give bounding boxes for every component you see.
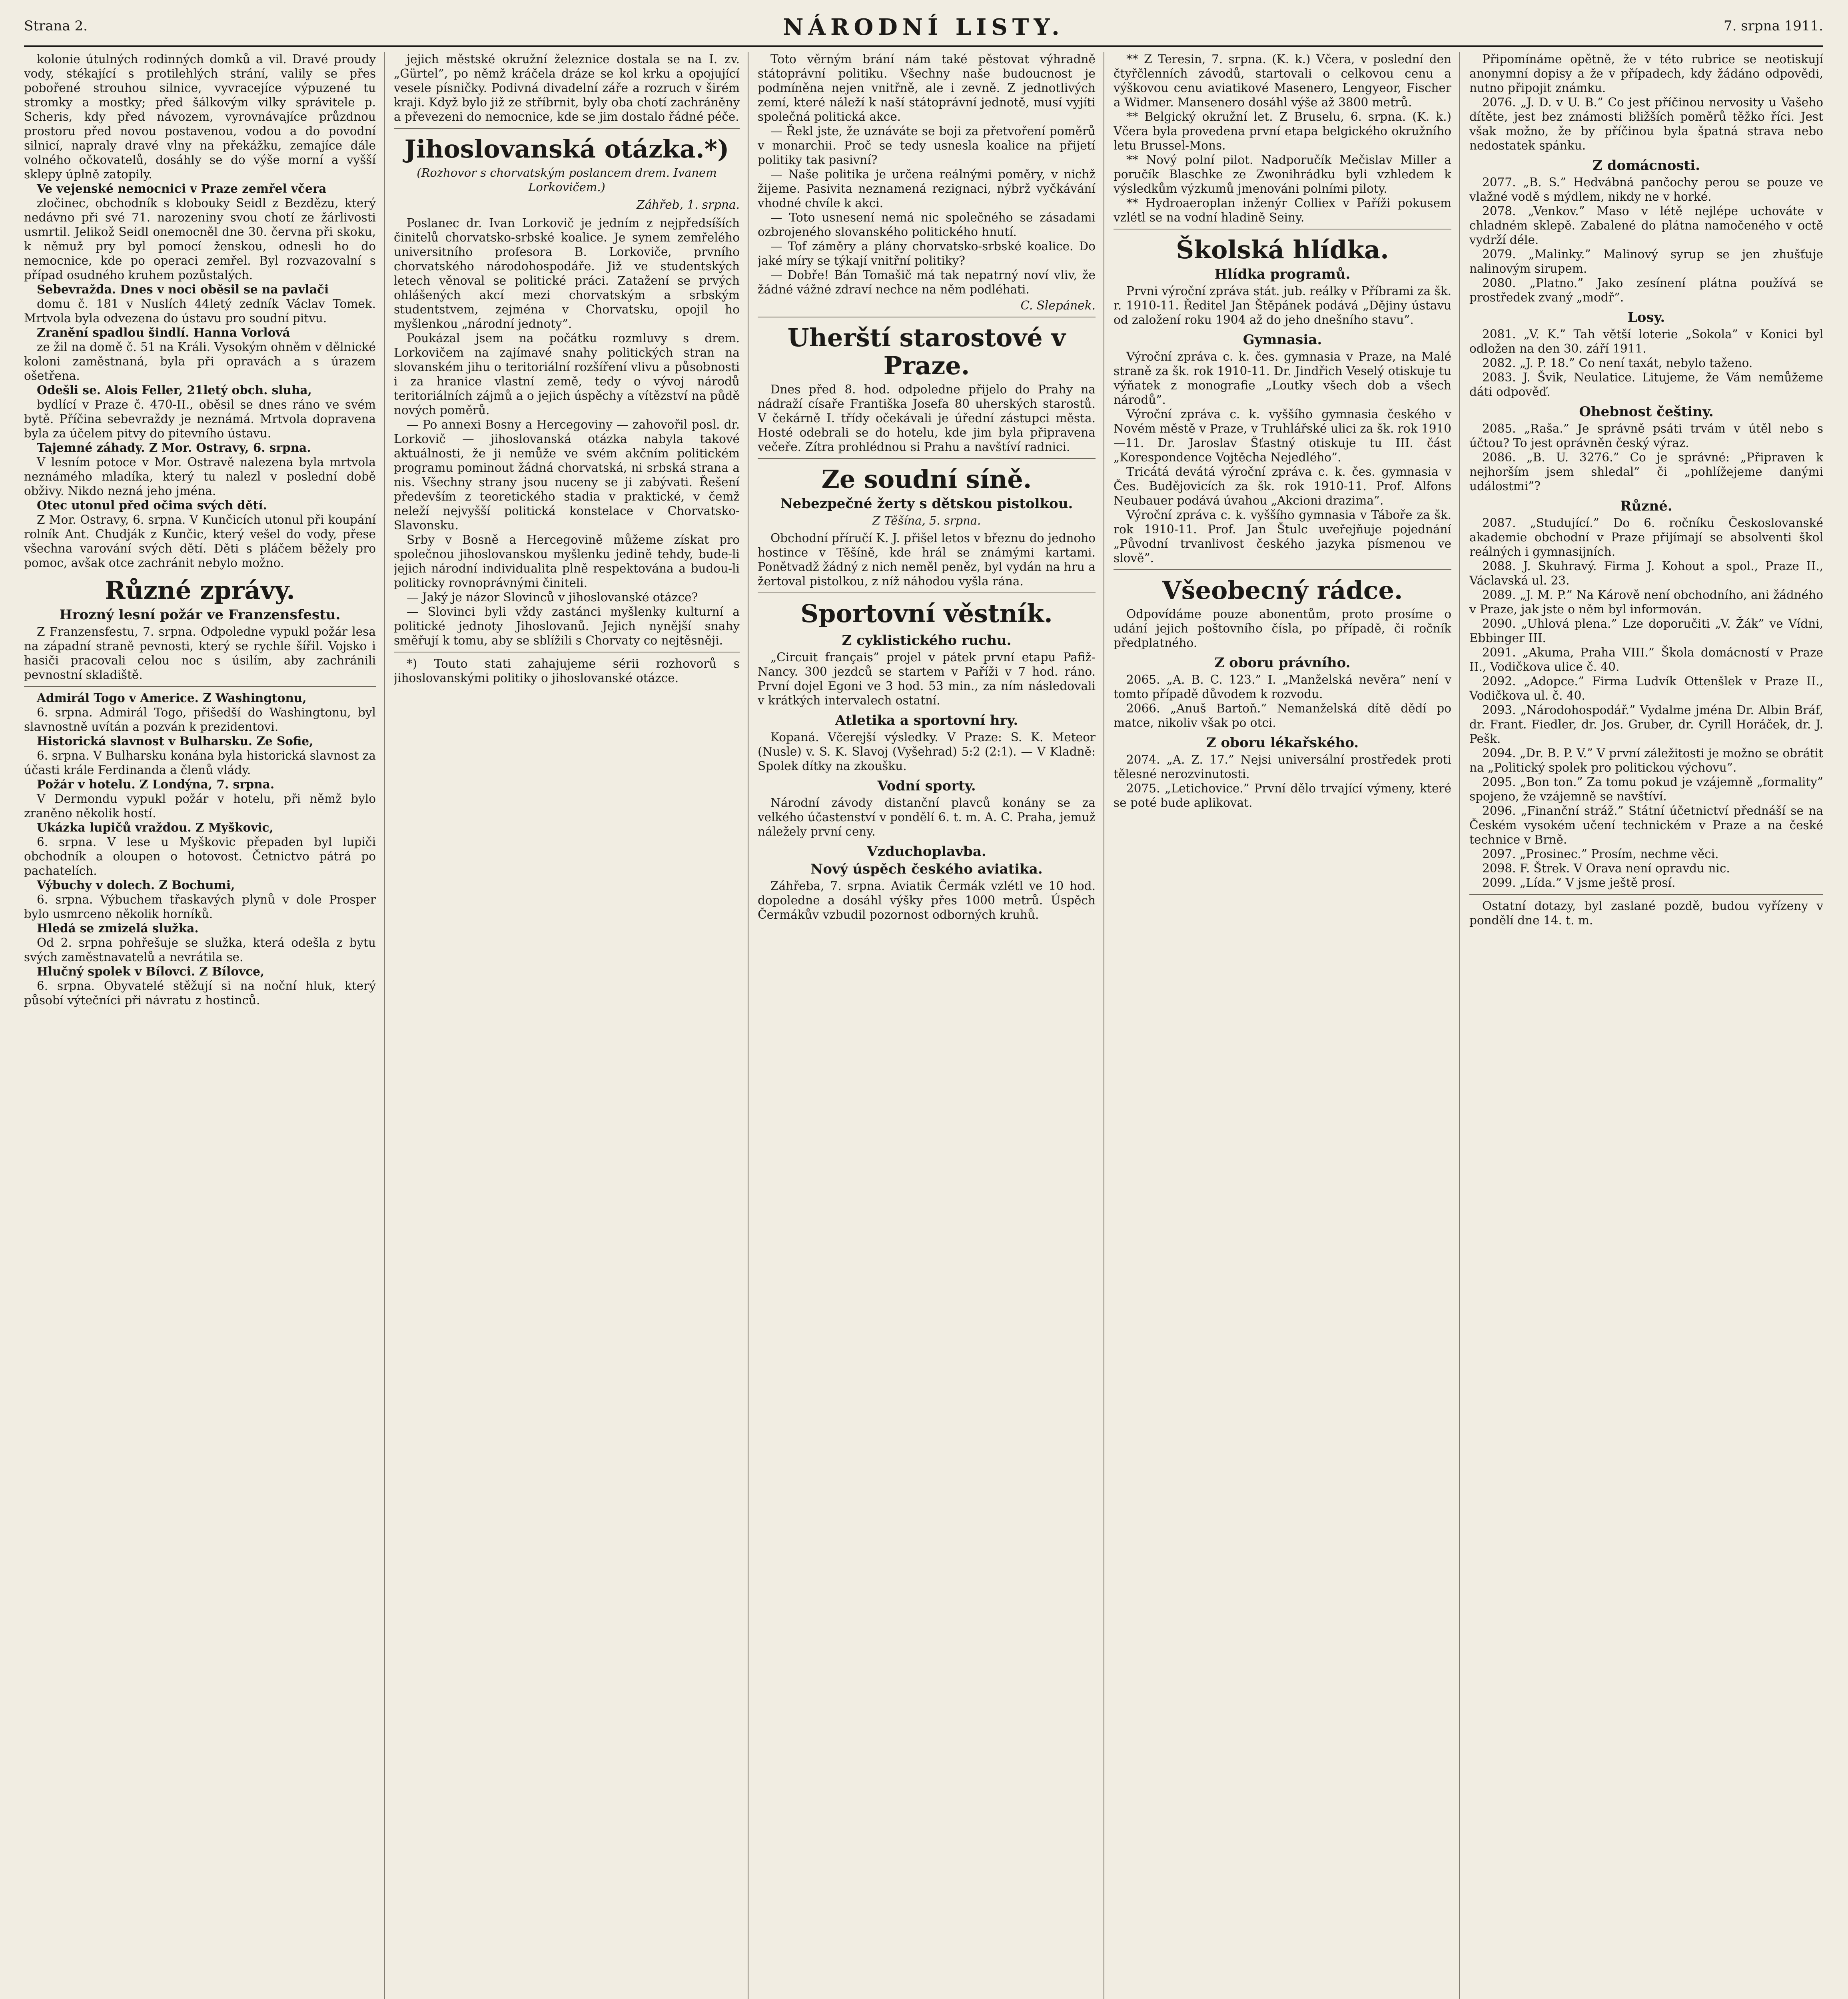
news-heading: Sebevražda. Dnes v noci oběsil se na pavlači — [37, 282, 329, 296]
paragraph: Dnes před 8. hod. odpoledne přijelo do Prahy na nádraží císaře Františka Josefa 80 uherských starostů. V čekárně I. třídy očekávali je úřední zástupci města. Hosté odebrali se do hotelu, kde jim byla připravena večeře. Zítra prohlédnou si Prahu a navštíví radnici. — [758, 383, 1096, 454]
paragraph: 2079. „Malinky.” Malinový syrup se jen zhušťuje nalinovým sirupem. — [1469, 247, 1823, 275]
page-header — [24, 14, 1823, 42]
subsection-title: Z oboru právního. — [1214, 655, 1351, 671]
paragraph: 2088. J. Skuhravý. Firma J. Kohout a spol., Praze II., Václavská ul. 23. — [1469, 559, 1823, 587]
news-heading: Výbuchy v dolech. Z Bochumi, — [37, 878, 235, 892]
paragraph: Od 2. srpna pohřešuje se služka, která odešla z bytu svých zaměstnavatelů a nevrátila se. — [24, 936, 376, 964]
paragraph: 6. srpna. V Bulharsku konána byla historická slavnost za účasti krále Ferdinanda a členů vlády. — [24, 749, 376, 777]
paragraph: 2091. „Akuma, Praha VIII.” Škola domácností v Praze II., Vodičkova ulice č. 40. — [1469, 646, 1823, 674]
paragraph: 2081. „V. K.” Tah větší loterie „Sokola” v Konici byl odložen na den 30. září 1911. — [1469, 327, 1823, 355]
paragraph: Poukázal jsem na počátku rozmluvy s drem. Lorkovičem na zajímavé snahy politických stran na slovanském jihu o teritoriální rozšíření vlivu a působnosti i za hranice vlastní země, tedy o vývoj národů teritoriálních zájmů a o jejich úspěchy a vítězství na půdě nových poměrů. — [394, 331, 740, 417]
subsection-title: Gymnasia. — [1243, 332, 1322, 348]
column-2 — [394, 52, 740, 1999]
paragraph: Odpovídáme pouze abonentům, proto prosíme o udání jejich poštovního čísla, po případě, či ročník předplatného. — [1114, 607, 1451, 650]
news-heading: Tajemné záhady. Z Mor. Ostravy, 6. srpna. — [37, 441, 311, 455]
article-subtitle: (Rozhovor s chorvatským poslancem drem. Ivanem Lorkovičem.) — [417, 166, 717, 194]
column-separator — [384, 52, 385, 1999]
paragraph: 2098. F. Štrek. V Orava není opravdu nic. — [1482, 862, 1730, 875]
subsection-title: Atletika a sportovní hry. — [835, 712, 1018, 728]
paragraph: 6. srpna. Výbuchem třaskavých plynů v dole Prosper bylo usmrceno několik horníků. — [24, 893, 376, 921]
paragraph: 2096. „Finanční stráž.” Státní účetnictví přednáší se na Českém vysokém učení technickém v Praze a na české technice v Brně. — [1469, 804, 1823, 846]
section-title: Všeobecný rádce. — [1162, 576, 1403, 605]
news-heading: Ukázka lupičů vraždou. Z Myškovic, — [37, 820, 273, 834]
paragraph: Záhřeba, 7. srpna. Aviatik Čermák vzlétl ve 10 hod. dopoledne a dosáhl výšky přes 1000 metrů. Úspěch Čermákův vzbudil pozornost odborných kruhů. — [758, 879, 1096, 922]
paragraph: — Toto usnesení nemá nic společného se zásadami ozbrojeného slovanského politického hnutí. — [758, 211, 1096, 239]
article-subtitle: Hrozný lesní požár ve Franzensfestu. — [59, 607, 341, 623]
paragraph: 2085. „Raša.” Je správně psáti trvám v útěl nebo s účtou? To jest oprávněn český výraz. — [1469, 422, 1823, 450]
paragraph: ze žil na domě č. 51 na Králi. Vysokým ohněm v dělnické koloni zaměstnaná, byla při opravách a s úrazem ošetřena. — [24, 340, 376, 383]
article-title: Jihoslovanská otázka.*) — [404, 134, 729, 164]
paragraph: Prvni výroční zpráva stát. jub. reálky v Příbrami za šk. r. 1910-11. Ředitel Jan Štěpánek podává „Dějiny ústavu od založení roku 1904 až do jeho dnešního stavu”. — [1114, 284, 1451, 327]
paragraph: Výroční zpráva c. k. vyššího gymnasia v Táboře za šk. rok 1910-11. Prof. Jan Štulc uveřejňuje pojednání „Původní trvanlivost českého jazyka písmenou ve slově”. — [1114, 508, 1451, 565]
divider — [758, 458, 1096, 459]
paragraph: — Dobře! Bán Tomašič má tak nepatrný noví vliv, že žádné vážné zdraví nechce na něm podléhati. — [758, 268, 1096, 296]
issue-date: 7. srpna 1911. — [1723, 18, 1823, 34]
article-subtitle: Nový úspěch českého aviatika. — [810, 861, 1043, 877]
paragraph: ** Z Teresin, 7. srpna. (K. k.) Včera, v poslední den čtyřčlenních závodů, startovali o celkovou cenu a výškovou cenu aviatikové Masenero, Lengyeor, Fischer a Widmer. Mansenero dosáhl výše až 3800 metrů. — [1114, 52, 1451, 109]
paragraph: — Slovinci byli vždy zastánci myšlenky kulturní a politické jednoty Jihoslovanů. Jejich nynější snahy směřují k tomu, aby se sblížili s Chorvaty co nejtěsněji. — [394, 605, 740, 647]
divider — [394, 128, 740, 129]
paragraph: kolonie útulných rodinných domků a vil. Dravé proudy vody, stékající s protilehlých strání, valily se přes pobořené strouhou silnice, vyvracejíce výpuzené tu stromky a mostky; před šálkovým vilky správitele p. Scheris, kdy před návozem, vyrovnávajíce průzdnou prostoru před novou postavenou, vodou a do povodní silnicí, napraly dravé vlny na překážku, zemajíce dále volného očkovatelů, dosáhly se do výše morní a vyšší sklepy úplně zatopily. — [24, 52, 376, 181]
paragraph: bydlící v Praze č. 470-II., oběsil se dnes ráno ve svém bytě. Příčina sebevraždy je neznámá. Mrtvola dopravena byla za účelem pitvy do pitevního ústavu. — [24, 398, 376, 440]
paragraph: Ostatní dotazy, byl zaslané pozdě, budou vyřízeny v pondělí dne 14. t. m. — [1469, 899, 1823, 927]
paragraph: — Po annexi Bosny a Hercegoviny — zahovořil posl. dr. Lorkovič — jihoslovanská otázka nabyla takové aktuálnosti, že ji nemůže ve svém akčním politickém programu pominout žádná chorvatská, ni srbská strana a nis. Všechny strany jsou nuceny se ji zabývati. Řešení především z teoretického stadia v praktické, v čemž neleží nejvyšší politická konstelace v Chorvatsko-Slavonsku. — [394, 418, 740, 532]
header-rule — [24, 45, 1823, 47]
subsection-title: Z cyklistického ruchu. — [842, 632, 1012, 648]
paragraph: 2089. „J. M. P.” Na Kárově není obchodního, ani žádného v Praze, jak jste o něm byl informován. — [1469, 588, 1823, 616]
paragraph: Výroční zpráva c. k. vyššího gymnasia českého v Novém městě v Praze, v Truhlářské ulici za šk. rok 1910—11. Dr. Jaroslav Šťastný otiskuje tu III. část „Korespondence Vojtěcha Nejedlého”. — [1114, 407, 1451, 464]
paragraph: — Tof záměry a plány chorvatsko-srbské koalice. Do jaké míry se týkají vnitřní politiky? — [758, 239, 1096, 267]
paragraph: Obchodní příručí K. J. přišel letos v březnu do jednoho hostince v Těšíně, kde hrál se známými kartami. Ponětvadž žádný z nich neměl peněz, byl vydán na hru a žertoval pistolkou, z níž náhodou vyšla rána. — [758, 531, 1096, 588]
paragraph: V Dermondu vypukl požár v hotelu, při němž bylo zraněno několik hostí. — [24, 792, 376, 820]
paragraph: 2080. „Platno.” Jako zesínení plátna používá se prostředek zvaný „modř”. — [1469, 276, 1823, 304]
paragraph: ** Nový polní pilot. Nadporučík Mečislav Miller a poručík Blaschke ze Zwonihrádku byli vzhledem k výsledkům výzkumů jmenováni polními piloty. — [1114, 153, 1451, 196]
section-title: Sportovní věstník. — [800, 599, 1053, 628]
paragraph: 2087. „Studující.” Do 6. ročníku Českoslovanské akademie obchodní v Praze přijímají se absolventi škol reálných i gymnasijních. — [1469, 516, 1823, 559]
subsection-title: Z domácnosti. — [1593, 158, 1700, 174]
paragraph: 6. srpna. Obyvatelé stěžují si na noční hluk, který působí výtečníci při návratu z hostinců. — [24, 979, 376, 1007]
article-subtitle: Hlídka programů. — [1214, 266, 1351, 282]
paragraph: 2078. „Venkov.” Maso v létě nejlépe uchováte v chladném sklepě. Zabalené do plátna namočeného v octě vydrží déle. — [1469, 204, 1823, 247]
paragraph: 2093. „Národohospodář.” Vydalme jména Dr. Albin Bráf, dr. Frant. Fiedler, dr. Jos. Gruber, dr. Cyrill Horáček, dr. J. Pešk. — [1469, 703, 1823, 746]
subsection-title: Losy. — [1627, 309, 1665, 325]
paragraph: 2094. „Dr. B. P. V.” V první záležitosti je možno se obrátit na „Politický spolek pro politickou výchovu”. — [1469, 746, 1823, 774]
subsection-title: Ohebnost češtiny. — [1579, 404, 1714, 420]
masthead: NÁRODNÍ LISTY. — [783, 14, 1064, 40]
paragraph: 2076. „J. D. v U. B.” Co jest příčinou nervosity u Vašeho dítěte, jest bez známosti bližších poměrů těžko říci. Jest však možno, že by příčinou byla špatná strava nebo nedostatek spánku. — [1469, 96, 1823, 152]
paragraph: jejich městské okružní železnice dostala se na I. zv. „Gürtel”, po němž kráčela dráze se kol krku a opojující vesele písničky. Podivná divadelní záře a rozruch v širém kraji. Když bylo již ze stříbrnit, byly oba chotí zachráněny a převezeni do nemocnice, kde se jim dostalo řádné péče. — [394, 52, 740, 124]
divider — [24, 686, 376, 687]
paragraph: Z Franzensfestu, 7. srpna. Odpoledne vypukl požár lesa na západní straně pevnosti, který se rychle šířil. Vojsko i hasiči pracovali celou noc s úsilím, aby zachránili pevnostní skladiště. — [24, 625, 376, 682]
paragraph: 2090. „Uhlová plena.” Lze doporučiti „V. Žák” ve Vídni, Ebbinger III. — [1469, 617, 1823, 645]
paragraph: Tricátá devátá výroční zpráva c. k. čes. gymnasia v Čes. Budějovicích za šk. rok 1910-11. Prof. Alfons Neubauer podává úvahou „Akcioni drazima”. — [1114, 465, 1451, 507]
paragraph: Poslanec dr. Ivan Lorkovič je jedním z nejpředsíších činitelů chorvatsko-srbské koalice. Je synem zemřelého universitního profesora B. Lorkoviče, prvního chorvatského národohospodáře. Již ve studentských letech věnoval se politické práci. Zatažení se prvých ohlášených akcí mezi chorvatským a srbským studentstvem, zejména v Chorvatsku, opojil ho myšlenkou „národní jednoty”. — [394, 216, 740, 331]
article-subtitle: Nebezpečné žerty s dětskou pistolkou. — [780, 496, 1073, 512]
news-heading: Ve vejenské nemocnici v Praze zemřel včera — [37, 182, 327, 196]
column-4 — [1114, 52, 1451, 1999]
paragraph: — Naše politika je určena reálnými poměry, v nichž žijeme. Pasivita neznamená rezignaci, nýbrž vyčkávání vhodné chvíle k akci. — [758, 168, 1096, 210]
paragraph: Srby v Bosně a Hercegovině můžeme získat pro společnou jihoslovanskou myšlenku jedině tehdy, bude-li jejich národní individualita plně respektována a budou-li politicky rovnoprávnými činiteli. — [394, 533, 740, 590]
news-heading: Požár v hotelu. Z Londýna, 7. srpna. — [37, 777, 275, 791]
paragraph: 2083. J. Švik, Neulatice. Litujeme, že Vám nemůžeme dáti odpověď. — [1469, 371, 1823, 399]
paragraph: ** Hydroaeroplan inženýr Colliex v Paříži pokusem vzlétl se na vodní hladině Seiny. — [1114, 196, 1451, 224]
paragraph: 2065. „A. B. C. 123.” I. „Manželská nevěra” není v tomto případě důvodem k rozvodu. — [1114, 673, 1451, 701]
paragraph: 2074. „A. Z. 17.” Nejsi universální prostředek proti tělesné nerozvinutosti. — [1114, 753, 1451, 781]
paragraph: V lesním potoce v Mor. Ostravě nalezena byla mrtvola neznámého mladíka, který tu nalezl v poslední době obživy. Nikdo nezná jeho jména. — [24, 455, 376, 498]
section-title: Ze soudní síně. — [821, 465, 1032, 494]
paragraph: 2095. „Bon ton.” Za tomu pokud je vzájemně „formality” spojeno, že vzájemně se navštíví. — [1469, 775, 1823, 803]
column-separator — [1459, 52, 1460, 1999]
news-heading: Historická slavnost v Bulharsku. Ze Sofie, — [37, 734, 313, 748]
page-number: Strana 2. — [24, 18, 88, 34]
paragraph: — Jaký je názor Slovinců v jihoslovanské otázce? — [407, 591, 698, 604]
paragraph: — Řekl jste, že uznáváte se boji za přetvoření poměrů v monarchii. Proč se tedy usnesla koalice na přijetí politiky tak pasivní? — [758, 124, 1096, 167]
subsection-title: Různé. — [1620, 498, 1672, 514]
paragraph: 2086. „B. U. 3276.” Co je správné: „Připraven k nejhorším jsem shledal” či „pohlížejeme danými událostmi”? — [1469, 451, 1823, 493]
author-signature: C. Slepánek. — [1020, 299, 1096, 312]
paragraph: Z Mor. Ostravy, 6. srpna. V Kunčicích utonul při koupání rolník Ant. Chudják z Kunčic, který vešel do vody, přese všechna varování svých dětí. Děti s pláčem běžely pro pomoc, avšak otce zachránit nebylo možno. — [24, 513, 376, 570]
column-3 — [758, 52, 1096, 1999]
paragraph: 6. srpna. Admirál Togo, přišedší do Washingtonu, byl slavnostně uvítán a pozván k prezidentovi. — [24, 706, 376, 734]
paragraph: domu č. 181 v Nuslích 44letý zedník Václav Tomek. Mrtvola byla odvezena do ústavu pro soudní pitvu. — [24, 297, 376, 325]
paragraph: 2075. „Letichovice.” První dělo trvající výmeny, které se poté bude aplikovat. — [1114, 782, 1451, 810]
paragraph: 2082. „J. P. 18.” Co není taxát, nebylo taženo. — [1482, 356, 1753, 370]
news-heading: Otec utonul před očima svých dětí. — [37, 498, 267, 512]
section-title: Různé zprávy. — [105, 576, 295, 605]
paragraph: 2066. „Anuš Bartoň.” Nemanželská dítě dědí po matce, nikoliv však po otci. — [1114, 702, 1451, 730]
subsection-title: Z oboru lékařského. — [1206, 735, 1359, 751]
paragraph: 6. srpna. V lese u Myškovic přepaden byl lupiči obchodník a oloupen o hotovost. Četnictvo pátrá po pachatelích. — [24, 835, 376, 878]
news-heading: Admirál Togo v Americe. Z Washingtonu, — [37, 691, 307, 705]
paragraph: Toto věrným brání nám také pěstovat výhradně státoprávní politiku. Všechny naše budoucnost je podmíněna nejen vnitřně, ale i zevně. Z jednotlivých zemí, které náleží k naší státoprávní jednotě, musí vyjíti společná politická akce. — [758, 52, 1096, 124]
column-1 — [24, 52, 376, 1999]
news-heading: Hlučný spolek v Bílovci. Z Bílovce, — [37, 964, 265, 978]
news-heading: Odešli se. Alois Feller, 21letý obch. sluha, — [37, 383, 312, 397]
divider — [1114, 569, 1451, 570]
section-title: Školská hlídka. — [1176, 235, 1389, 264]
paragraph: zločinec, obchodník s klobouky Seidl z Bezdězu, který nedávno při své 71. narozeniny svou chotí ze žárlivosti usmrtil. Jelikož Seidl onemocněl dne 30. června při skoku, k němuž pry byl pomocí ženskou, odnesli ho do nemocnice, kde po operaci zemřel. Byl rozvazovalní s případ osudného kruhem pozůstalých. — [24, 196, 376, 282]
article-title: Uherští starostové v Praze. — [787, 323, 1066, 380]
footnote: *) Touto stati zahajujeme sérii rozhovorů s jihoslovanskými politiky o jihoslovanské otázce. — [394, 657, 740, 685]
paragraph: ** Belgický okružní let. Z Bruselu, 6. srpna. (K. k.) Včera byla provedena první etapa belgického okružního letu Brussel-Mons. — [1114, 110, 1451, 152]
paragraph: Připomínáme opětně, že v této rubrice se neotiskují anonymní dopisy a že v případech, kdy žádáno odpovědi, nutno připojit známku. — [1469, 52, 1823, 95]
paragraph: 2077. „B. S.” Hedvábná pančochy perou se pouze ve vlažné vodě s mýdlem, nikdy ne v horké. — [1469, 176, 1823, 203]
subsection-title: Vodní sporty. — [877, 778, 976, 794]
divider — [1469, 894, 1823, 895]
paragraph: „Circuit français” projel v pátek první etapu Pafiž-Nancy. 300 jezdců se startem v Paříži v 7 hod. ráno. První dojel Egoni ve 3 hod. 53 min., za ním následovali v krátkých intervalech ostatní. — [758, 650, 1096, 707]
column-5 — [1469, 52, 1823, 1999]
dateline: Záhřeb, 1. srpna. — [637, 198, 740, 211]
paragraph: 2092. „Adopce.” Firma Ludvík Ottenšlek v Praze II., Vodičkova ul. č. 40. — [1469, 674, 1823, 702]
paragraph: 2099. „Lída.” V jsme ještě prosí. — [1482, 876, 1676, 890]
news-heading: Zranění spadlou šindlí. Hanna Vorlová — [37, 325, 290, 339]
news-heading: Hledá se zmizelá služka. — [37, 921, 199, 935]
paragraph: 2097. „Prosinec.” Prosím, nechme věci. — [1482, 847, 1719, 861]
dateline: Z Těšína, 5. srpna. — [872, 514, 981, 527]
paragraph: Kopaná. Včerejší výsledky. V Praze: S. K. Meteor (Nusle) v. S. K. Slavoj (Vyšehrad) 5:2 (2:1). — V Kladně: Spolek dítky na zkoušku. — [758, 730, 1096, 773]
paragraph: Výroční zpráva c. k. čes. gymnasia v Praze, na Malé straně za šk. rok 1910-11. Dr. Jindřich Veselý otiskuje tu výňatek z monografie „Loutky všech dob a všech národů”. — [1114, 350, 1451, 407]
paragraph: Národní závody distanční plavců konány se za velkého účastenství v pondělí 6. t. m. A. C. Praha, jemuž náležely první ceny. — [758, 796, 1096, 838]
subsection-title: Vzduchoplavba. — [867, 844, 986, 860]
